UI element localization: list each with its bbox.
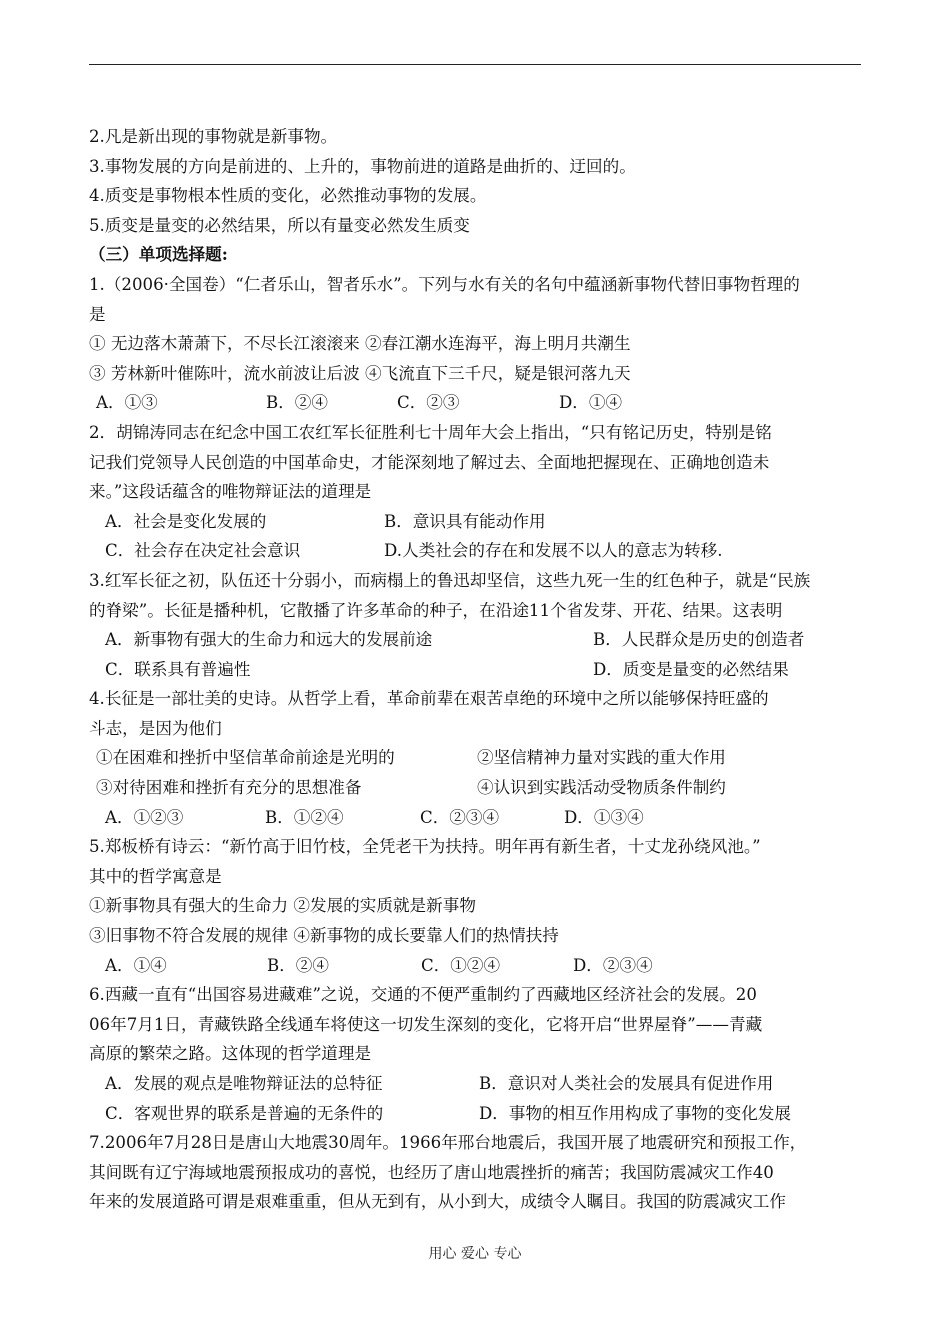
q7-stem-line: 7.2006年7月28日是唐山大地震30周年。1966年邢台地震后，我国开展了地震研究和预报工作， xyxy=(89,1133,807,1153)
q5-option-c: C．①②④ xyxy=(421,955,501,975)
q4-item-4: ④认识到实践活动受物质条件制约 xyxy=(477,778,726,798)
q2-stem-line: 2．胡锦涛同志在纪念中国工农红军长征胜利七十周年大会上指出，“只有铭记历史，特别是铭 xyxy=(89,422,772,442)
q6-options-row xyxy=(89,1069,864,1099)
q4-option-b: B．①②④ xyxy=(265,807,344,827)
q1-option-c: C．②③ xyxy=(397,393,460,413)
q2-stem-line: 记我们党领导人民创造的中国革命史，才能深刻地了解过去、全面地把握现在、正确地创造未 xyxy=(89,452,770,472)
statement-2: 2.凡是新出现的事物就是新事物。 xyxy=(89,127,338,146)
q4-stem-line: 斗志，是因为他们 xyxy=(89,718,222,738)
q3-stem-line: 的脊梁”。长征是播种机，它散播了许多革命的种子，在沿途11个省发芽、开花、结果。这表明 xyxy=(89,600,783,620)
q4-items-row xyxy=(89,773,864,803)
q5-option-a: A．①④ xyxy=(105,955,167,975)
q3-options-row xyxy=(89,625,864,655)
q2-option-a: A．社会是变化发展的 xyxy=(105,511,267,531)
q1-item-line: ③ 芳林新叶催陈叶，流水前波让后波 ④飞流直下三千尺，疑是银河落九天 xyxy=(89,363,631,383)
q5-item-line: ③旧事物不符合发展的规律 ④新事物的成长要靠人们的热情扶持 xyxy=(89,926,559,946)
page-footer: 用心 爱心 专心 xyxy=(428,1246,522,1262)
q3-option-b: B．人民群众是历史的创造者 xyxy=(593,630,805,650)
q3-options-row xyxy=(89,655,864,685)
q7-stem-line: 其间既有辽宁海域地震预报成功的喜悦，也经历了唐山地震挫折的痛苦；我国防震减灾工作40 xyxy=(89,1162,774,1182)
q6-options-row xyxy=(89,1099,864,1129)
q5-stem-line: 5.郑板桥有诗云：“新竹高于旧竹枝，全凭老干为扶持。明年再有新生者，十丈龙孙绕风池。” xyxy=(89,837,761,857)
q1-stem-line: 1.（2006·全国卷）“仁者乐山，智者乐水”。下列与水有关的名句中蕴涵新事物代替旧事物哲理的 xyxy=(89,274,800,294)
q4-option-d: D．①③④ xyxy=(564,807,644,827)
q3-stem-line: 3.红军长征之初，队伍还十分弱小，而病榻上的鲁迅却坚信，这些九死一生的红色种子，就是“民族 xyxy=(89,570,811,590)
q4-item-3: ③对待困难和挫折有充分的思想准备 xyxy=(96,778,362,798)
q1-item-line: ① 无边落木萧萧下，不尽长江滚滚来 ②春江潮水连海平，海上明月共潮生 xyxy=(89,334,631,354)
q4-item-2: ②坚信精神力量对实践的重大作用 xyxy=(477,748,726,768)
q6-option-b: B．意识对人类社会的发展具有促进作用 xyxy=(479,1074,774,1093)
header-rule xyxy=(89,64,861,65)
q4-option-c: C．②③④ xyxy=(420,807,500,827)
q4-stem-line: 4.长征是一部壮美的史诗。从哲学上看，革命前辈在艰苦卓绝的环境中之所以能够保持旺盛的 xyxy=(89,689,769,709)
q6-option-a: A．发展的观点是唯物辩证法的总特征 xyxy=(105,1074,383,1093)
q5-option-b: B．②④ xyxy=(267,955,329,975)
q1-options xyxy=(89,388,864,418)
q3-option-a: A．新事物有强大的生命力和远大的发展前途 xyxy=(105,630,433,650)
q1-option-d: D．①④ xyxy=(559,393,623,413)
q5-option-d: D．②③④ xyxy=(573,955,653,975)
q4-option-a: A．①②③ xyxy=(105,807,184,827)
document-body xyxy=(89,122,864,1217)
q6-stem-line: 6.西藏一直有“出国容易进藏难”之说，交通的不便严重制约了西藏地区经济社会的发展。20 xyxy=(89,985,757,1005)
q2-stem-line: 来。”这段话蕴含的唯物辩证法的道理是 xyxy=(89,482,372,502)
q6-stem-line: 06年7月1日，青藏铁路全线通车将使这一切发生深刻的变化，它将开启“世界屋脊”——青藏 xyxy=(89,1014,763,1034)
q6-stem-line: 高原的繁荣之路。这体现的哲学道理是 xyxy=(89,1044,372,1064)
section-heading: （三）单项选择题: xyxy=(89,244,228,265)
q4-options xyxy=(89,803,864,833)
q2-options-row xyxy=(89,536,864,566)
q2-option-b: B．意识具有能动作用 xyxy=(384,511,546,531)
q3-option-d: D．质变是量变的必然结果 xyxy=(593,659,789,679)
q7-stem-line: 年来的发展道路可谓是艰难重重，但从无到有，从小到大，成绩令人瞩目。我国的防震减灾工作 xyxy=(89,1192,786,1212)
statement-3: 3.事物发展的方向是前进的、上升的，事物前进的道路是曲折的、迂回的。 xyxy=(89,156,636,176)
statement-4: 4.质变是事物根本性质的变化，必然推动事物的发展。 xyxy=(89,186,487,206)
statement-5: 5.质变是量变的必然结果，所以有量变必然发生质变 xyxy=(89,215,470,235)
q5-options xyxy=(89,951,864,981)
q6-option-d: D．事物的相互作用构成了事物的变化发展 xyxy=(479,1103,791,1123)
q1-option-b: B．②④ xyxy=(266,393,328,413)
q2-option-d: D.人类社会的存在和发展不以人的意志为转移. xyxy=(384,541,723,561)
q5-stem-line: 其中的哲学寓意是 xyxy=(89,866,222,886)
q3-option-c: C．联系具有普遍性 xyxy=(105,659,251,679)
q6-option-c: C．客观世界的联系是普遍的无条件的 xyxy=(105,1103,384,1123)
q4-items-row xyxy=(89,743,864,773)
q2-options-row xyxy=(89,507,864,537)
q1-option-a: A．①③ xyxy=(96,393,158,413)
q1-stem-line: 是 xyxy=(89,304,106,324)
q2-option-c: C．社会存在决定社会意识 xyxy=(105,541,301,561)
q4-item-1: ①在困难和挫折中坚信革命前途是光明的 xyxy=(96,748,395,768)
q5-item-line: ①新事物具有强大的生命力 ②发展的实质就是新事物 xyxy=(89,896,476,916)
